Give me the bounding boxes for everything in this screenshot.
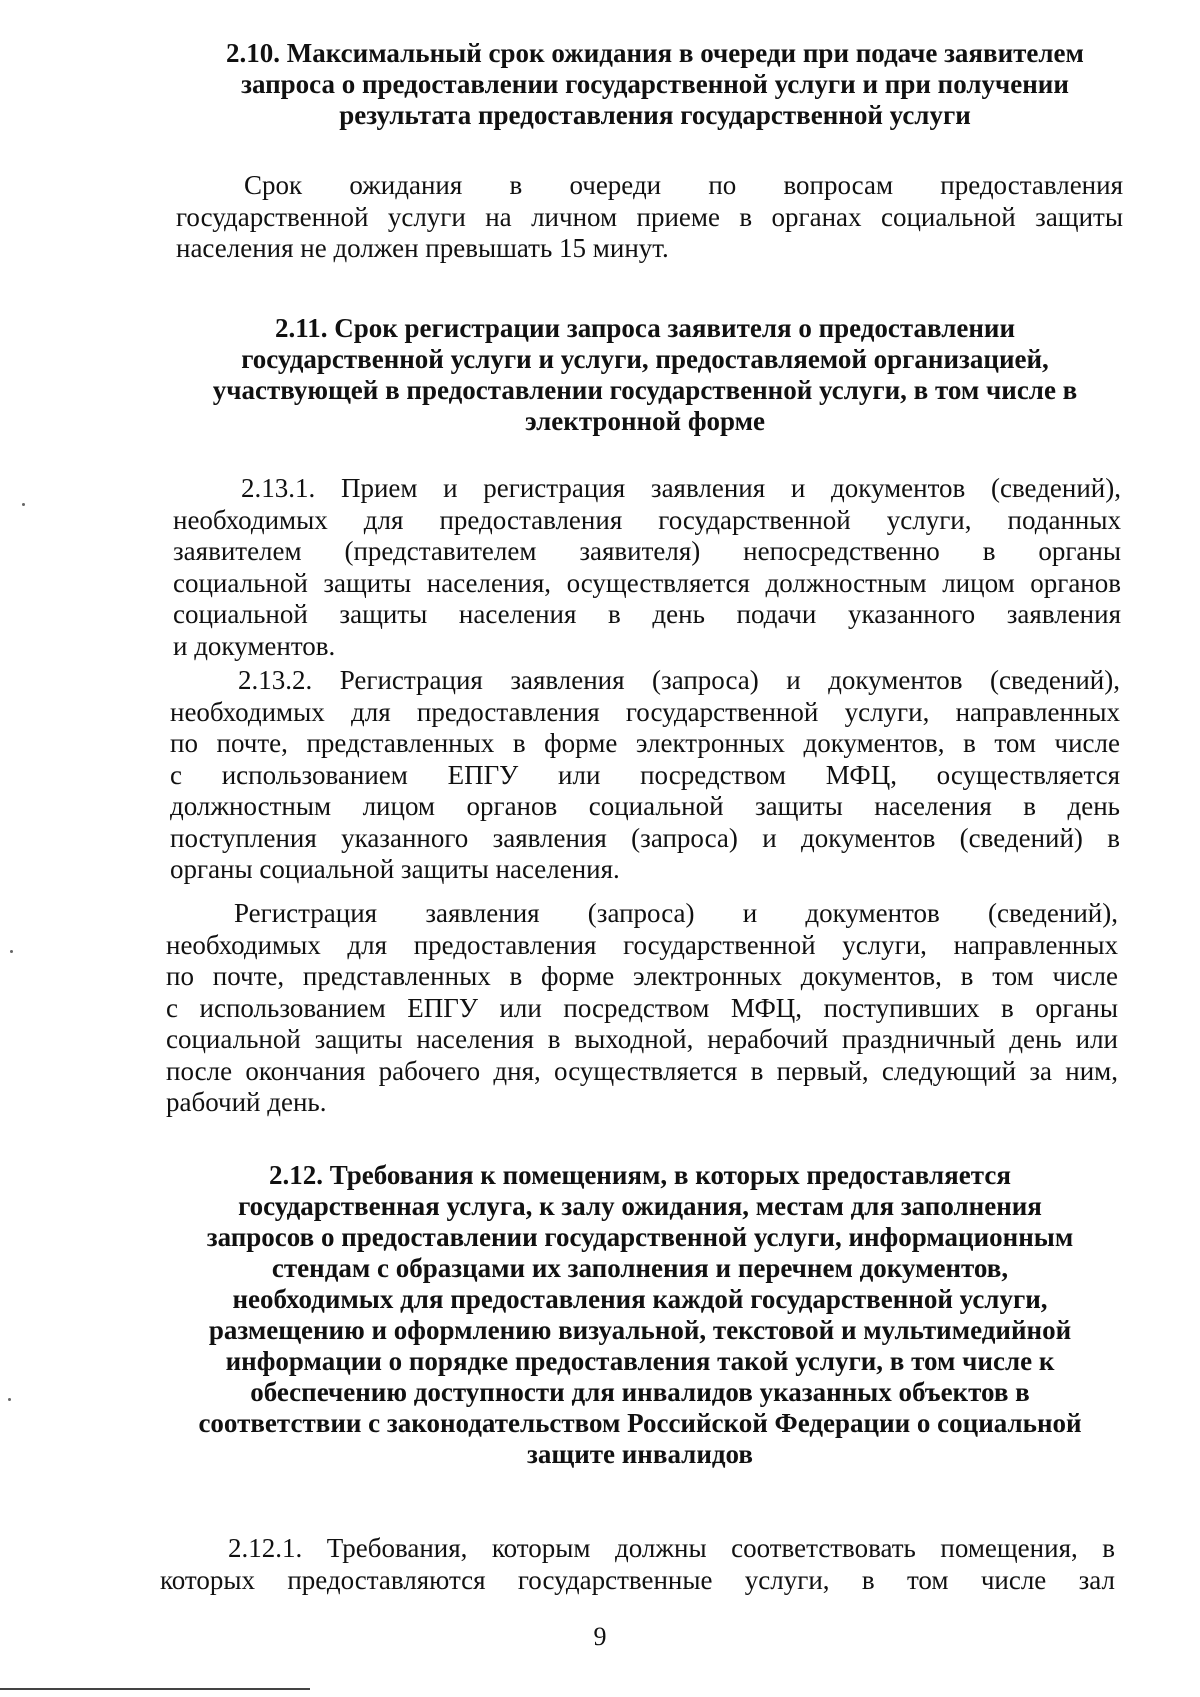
paragraph-line: Регистрация заявления (запроса) и документов (сведений), xyxy=(234,898,1118,928)
heading-line: запроса о предоставлении государственной услуги и при получении xyxy=(241,69,1069,99)
page-number: 9 xyxy=(593,1622,607,1651)
paragraph-line: должностным лицом органов социальной защиты населения в день xyxy=(170,791,1120,821)
heading-line: соответствии с законодательством Российской Федерации о социальной xyxy=(198,1408,1082,1438)
scan-artifact-dot xyxy=(22,503,25,506)
paragraph-line: заявителем (представителем заявителя) непосредственно в органы xyxy=(173,536,1121,566)
heading-line: государственная услуга, к залу ожидания, местам для заполнения xyxy=(238,1191,1042,1221)
section-2-12-heading xyxy=(150,1160,1130,1470)
paragraph-line: 2.12.1. Требования, которым должны соответствовать помещения, в xyxy=(228,1533,1115,1563)
paragraph-line: необходимых для предоставления государственной услуги, направленных xyxy=(170,696,1120,727)
paragraph-registration xyxy=(166,898,1118,1119)
heading-line: государственной услуги и услуги, предоставляемой организацией, xyxy=(241,344,1049,374)
paragraph-line: и документов. xyxy=(173,630,336,661)
paragraph-line: по почте, представленных в форме электронных документов, в том числе xyxy=(166,961,1118,991)
section-2-10-paragraph xyxy=(176,170,1123,265)
heading-line: электронной форме xyxy=(524,406,766,436)
paragraph-2-13-2 xyxy=(170,665,1120,886)
paragraph-line: поступления указанного заявления (запроса) и документов (сведений) в xyxy=(170,822,1120,853)
paragraph-line: 2.13.1. Прием и регистрация заявления и документов (сведений), xyxy=(241,473,1121,503)
paragraph-line: по почте, представленных в форме электронных документов, в том числе xyxy=(170,728,1120,758)
heading-line: защите инвалидов xyxy=(527,1439,753,1469)
heading-line: размещению и оформлению визуальной, текстовой и мультимедийной xyxy=(208,1315,1072,1345)
paragraph-2-13-1 xyxy=(173,473,1121,662)
paragraph-line: с использованием ЕПГУ или посредством МФЦ, поступивших в органы xyxy=(166,992,1118,1023)
paragraph-line: необходимых для предоставления государственной услуги, поданных xyxy=(173,504,1121,535)
section-2-11-heading xyxy=(170,313,1120,437)
heading-line: информации о порядке предоставления такой услуги, в том числе к xyxy=(225,1346,1055,1376)
scan-artifact-dot xyxy=(8,1398,11,1401)
scan-artifact-dot xyxy=(10,950,13,953)
heading-line: участвующей в предоставлении государственной услуги, в том числе в xyxy=(212,375,1078,405)
paragraph-line: органы социальной защиты населения. xyxy=(170,854,620,884)
paragraph-line: 2.13.2. Регистрация заявления (запроса) и документов (сведений), xyxy=(238,665,1120,695)
scan-artifact-line xyxy=(0,1688,310,1690)
heading-line: обеспечению доступности для инвалидов указанных объектов в xyxy=(250,1377,1030,1407)
heading-line: стендам с образцами их заполнения и перечнем документов, xyxy=(271,1253,1009,1283)
paragraph-line: с использованием ЕПГУ или посредством МФЦ, осуществляется xyxy=(170,759,1120,790)
paragraph-line: Срок ожидания в очереди по вопросам предоставления xyxy=(244,170,1123,200)
paragraph-line: социальной защиты населения, осуществляется должностным лицом органов xyxy=(173,567,1121,598)
heading-line: результата предоставления государственной услуги xyxy=(339,100,971,130)
paragraph-line: социальной защиты населения в выходной, нерабочий праздничный день или xyxy=(166,1024,1118,1054)
paragraph-line: рабочий день. xyxy=(166,1087,327,1117)
paragraph-line: после окончания рабочего дня, осуществляется в первый, следующий за ним, xyxy=(166,1055,1118,1086)
paragraph-2-12-1 xyxy=(160,1533,1115,1596)
paragraph-line: которых предоставляются государственные услуги, в том числе зал xyxy=(160,1564,1115,1595)
heading-line: 2.11. Срок регистрации запроса заявителя о предоставлении xyxy=(274,313,1016,343)
heading-line: 2.10. Максимальный срок ожидания в очереди при подаче заявителем xyxy=(226,38,1084,68)
paragraph-line: необходимых для предоставления государственной услуги, направленных xyxy=(166,929,1118,960)
heading-line: необходимых для предоставления каждой государственной услуги, xyxy=(232,1284,1048,1314)
heading-line: 2.12. Требования к помещениям, в которых предоставляется xyxy=(269,1160,1011,1190)
paragraph-line: социальной защиты населения в день подачи указанного заявления xyxy=(173,599,1121,629)
section-2-10-heading xyxy=(180,38,1130,131)
heading-line: запросов о предоставлении государственной услуги, информационным xyxy=(206,1222,1074,1252)
paragraph-line: населения не должен превышать 15 минут. xyxy=(176,233,669,263)
paragraph-line: государственной услуги на личном приеме в органах социальной защиты xyxy=(176,201,1123,232)
